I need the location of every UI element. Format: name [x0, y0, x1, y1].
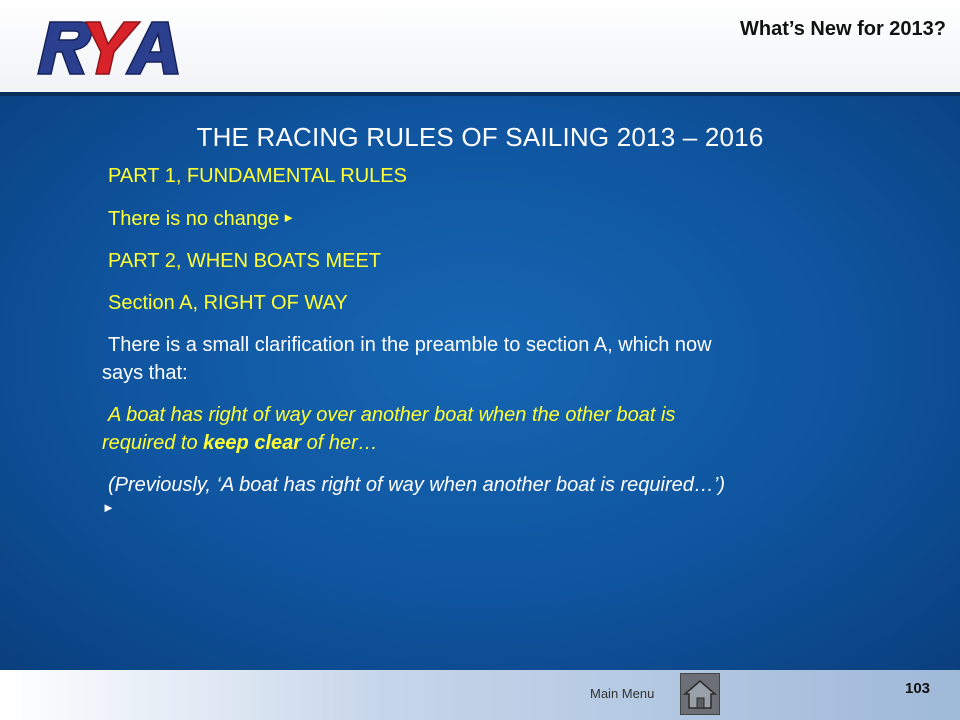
arrow-right-icon[interactable]: ►	[282, 210, 296, 225]
slide-body	[0, 96, 960, 670]
arrow-right-icon[interactable]: ►	[102, 500, 115, 515]
clarification-paragraph	[102, 331, 928, 387]
clarification-line-2: says that:	[102, 362, 188, 384]
header-title: What’s New for 2013?	[740, 18, 946, 40]
section-a-heading	[108, 289, 928, 317]
main-menu-link[interactable]: Main Menu	[590, 686, 655, 701]
slide-header	[0, 0, 960, 96]
no-change-text: There is no change	[108, 208, 280, 230]
previously-paragraph	[102, 471, 928, 517]
no-change-line	[108, 204, 928, 233]
quote-line-2-end: of her…	[301, 432, 378, 454]
rya-logo	[28, 12, 188, 82]
section-a-text: Section A, RIGHT OF WAY	[108, 292, 348, 314]
clarification-line-1: There is a small clarification in the preamble to section A, which now	[108, 334, 712, 356]
page-number: 103	[905, 680, 931, 697]
part1-text: PART 1, FUNDAMENTAL RULES	[108, 165, 407, 187]
part1-heading	[108, 162, 928, 190]
part2-heading	[108, 247, 928, 275]
previously-text: (Previously, ‘A boat has right of way when another boat is required…’)	[108, 474, 725, 496]
slide-title: THE RACING RULES OF SAILING 2013 – 2016	[196, 122, 764, 152]
slide-content	[102, 162, 928, 531]
home-icon	[681, 674, 719, 714]
quote-line-1: A boat has right of way over another boat when the other boat is	[108, 404, 676, 426]
quote-line-2-start: required to	[102, 432, 204, 454]
rule-quote	[102, 401, 928, 457]
keep-clear-emphasis: keep clear	[203, 432, 302, 454]
part2-text: PART 2, WHEN BOATS MEET	[108, 250, 382, 272]
home-button[interactable]	[680, 673, 720, 715]
slide-footer	[0, 670, 960, 720]
